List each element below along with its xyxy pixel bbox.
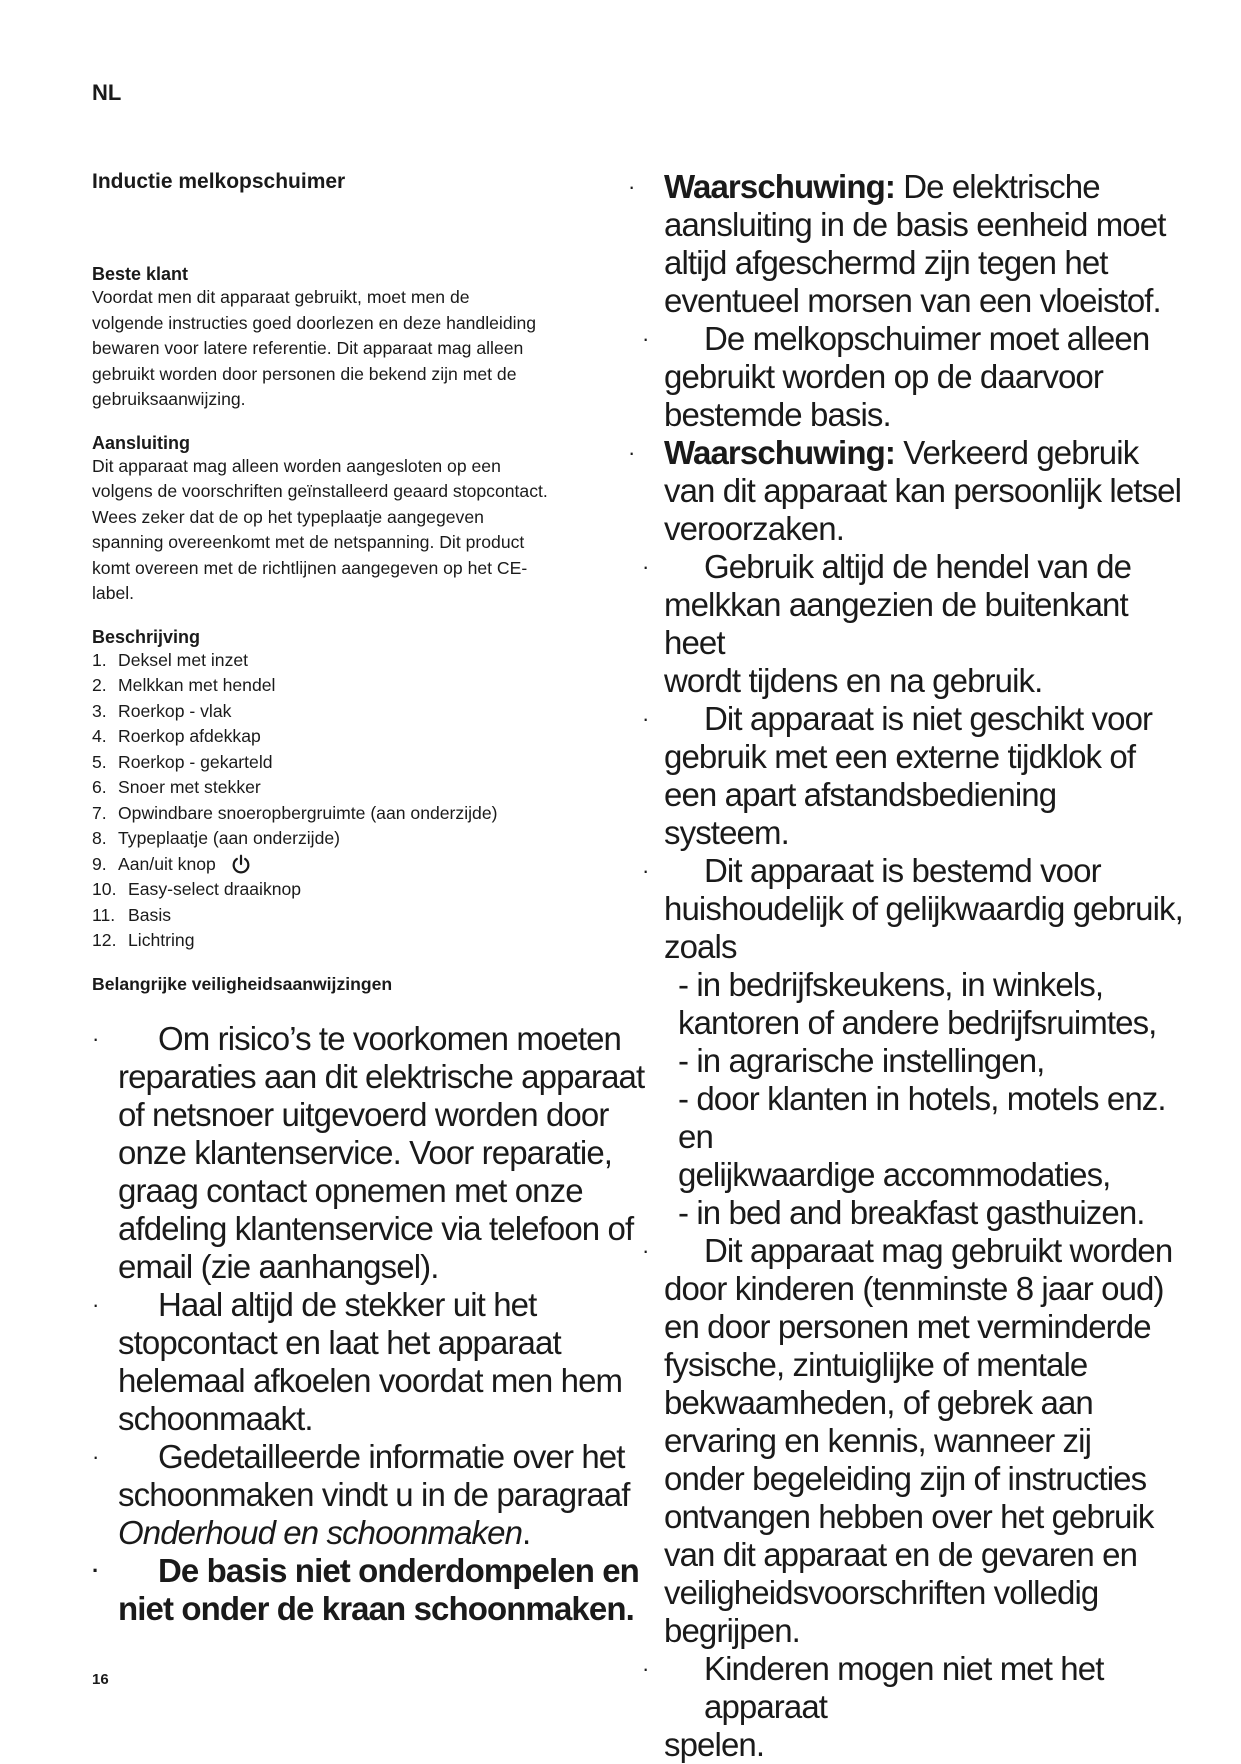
page-title: Inductie melkopschuimer [92, 170, 346, 193]
text-line: volgens de voorschriften geïnstalleerd geaard stopcontact. [92, 481, 548, 501]
text-line: onze klantenservice. Voor reparatie, [118, 1134, 613, 1171]
list-item [92, 903, 612, 929]
item-label: Lichtring [128, 930, 195, 950]
safety-item [92, 1438, 652, 1552]
sub-line: - in bed and breakfast gasthuizen. [678, 1194, 1145, 1231]
safety-item [628, 852, 1188, 1232]
safety-item [92, 1286, 652, 1438]
item-label: Snoer met stekker [118, 777, 261, 797]
text-line: komt overeen met de richtlijnen aangegeven op het CE- [92, 557, 528, 578]
sub-line: kantoren of andere bedrijfsruimtes, [678, 1004, 1157, 1041]
text-line: bekwaamheden, of gebrek aan [664, 1384, 1093, 1421]
text-fragment: De elektrische [894, 168, 1100, 205]
italic-reference: Onderhoud en schoonmaken [118, 1514, 523, 1551]
right-column [628, 168, 1188, 1764]
left-column [92, 170, 612, 995]
list-item [92, 877, 612, 903]
item-first-line: Om risico’s te voorkomen moeten [158, 1020, 622, 1057]
item-first-line: Kinderen mogen niet met het apparaat [704, 1650, 1104, 1725]
text-line: gebruik met een externe tijdklok of [664, 738, 1136, 775]
bullet: · [642, 326, 649, 351]
item-number: 6. [92, 777, 107, 797]
bullet: · [642, 1238, 649, 1263]
safety-item [92, 1552, 652, 1628]
text-line: reparaties aan dit elektrische apparaat [118, 1058, 645, 1095]
item-label: Melkkan met hendel [118, 675, 276, 695]
item-label: Roerkop afdekkap [118, 726, 261, 746]
text-line: fysische, zintuiglijke of mentale [664, 1346, 1088, 1383]
list-item [92, 801, 612, 827]
item-label: Basis [128, 904, 172, 925]
dear-customer-text [92, 285, 612, 413]
text-line: spanning overeenkomt met de netspanning. Dit product [92, 532, 525, 552]
text-line: gebruikt worden op de daarvoor [664, 358, 1103, 395]
text-line: label. [92, 583, 135, 603]
bullet: · [92, 1558, 99, 1583]
item-number: 11. [92, 904, 116, 925]
item-label: Aan/uit knop [118, 853, 216, 874]
text-line: of netsnoer uitgevoerd worden door [118, 1096, 609, 1133]
sub-line: - in bedrijfskeukens, in winkels, [678, 966, 1104, 1003]
text-line: ontvangen hebben over het gebruik [664, 1498, 1154, 1535]
item-first-line [654, 168, 1188, 206]
text-line: wordt tijdens en na gebruik. [664, 662, 1043, 699]
sub-line: - door klanten in hotels, motels enz. en [678, 1080, 1166, 1155]
text-line: zoals [664, 928, 737, 965]
item-number: 2. [92, 675, 107, 695]
bullet: · [92, 1026, 99, 1051]
text-line: email (zie aanhangsel). [118, 1248, 439, 1285]
bullet: · [628, 440, 635, 465]
text-line: altijd afgeschermd zijn tegen het [664, 244, 1108, 281]
punctuation: . [522, 1514, 531, 1551]
bullet: · [642, 858, 649, 883]
text-line: niet onder de kraan schoonmaken. [118, 1590, 634, 1627]
description-list [92, 648, 612, 954]
text-line: Wees zeker dat de op het typeplaatje aangegeven [92, 506, 484, 527]
section-heading-dear-customer: Beste klant [92, 264, 189, 284]
safety-list [92, 1020, 652, 1628]
safety-list-right [628, 168, 1188, 1764]
safety-list-left [92, 1020, 652, 1628]
text-line: volgende instructies goed doorlezen en deze handleiding [92, 312, 537, 333]
list-item [92, 673, 612, 699]
text-line: van dit apparaat en de gevaren en [664, 1536, 1138, 1573]
item-first-line: Dit apparaat mag gebruikt worden [704, 1232, 1173, 1269]
text-line: huishoudelijk of gelijkwaardig gebruik, [664, 890, 1183, 927]
bullet: · [628, 174, 635, 199]
item-number: 4. [92, 726, 107, 746]
item-label: Deksel met inzet [118, 649, 249, 670]
list-item [92, 775, 612, 801]
safety-item [92, 1020, 652, 1286]
sub-line: gelijkwaardige accommodaties, [678, 1156, 1111, 1193]
item-number: 8. [92, 828, 107, 848]
item-label: Roerkop - gekarteld [118, 751, 273, 772]
sub-line: - in agrarische instellingen, [678, 1042, 1045, 1079]
warning-label: Waarschuwing: [664, 168, 895, 205]
item-first-line: Gedetailleerde informatie over het [158, 1438, 625, 1475]
text-line: spelen. [664, 1726, 765, 1763]
item-number: 10. [92, 879, 117, 899]
bullet: · [642, 706, 649, 731]
warning-label: Waarschuwing: [664, 434, 895, 471]
safety-item [628, 700, 1188, 852]
connection-text [92, 454, 612, 607]
list-item [92, 648, 612, 674]
text-line: stopcontact en laat het apparaat [118, 1324, 561, 1361]
text-line: door kinderen (tenminste 8 jaar oud) [664, 1270, 1164, 1307]
safety-item [628, 1650, 1188, 1764]
item-number: 7. [92, 802, 107, 823]
section-heading-safety: Belangrijke veiligheidsaanwijzingen [92, 973, 393, 994]
section-heading-description: Beschrijving [92, 626, 201, 647]
text-line: eventueel morsen van een vloeistof. [664, 282, 1161, 319]
list-item [92, 750, 612, 776]
text-line: Dit apparaat mag alleen worden aangesloten op een [92, 455, 501, 476]
text-line: onder begeleiding zijn of instructies [664, 1460, 1147, 1497]
list-item [92, 699, 612, 725]
page-number: 16 [92, 1671, 109, 1688]
text-line: ervaring en kennis, wanneer zij [664, 1422, 1092, 1459]
bullet: · [642, 1656, 649, 1681]
item-number: 1. [92, 649, 107, 670]
text-line: bestemde basis. [664, 396, 891, 433]
list-item [92, 852, 612, 878]
item-first-line: Dit apparaat is niet geschikt voor [704, 700, 1153, 737]
text-line: afdeling klantenservice via telefoon of [118, 1210, 634, 1247]
item-first-line: De melkopschuimer moet alleen [704, 320, 1150, 357]
safety-item [628, 434, 1188, 548]
item-number: 12. [92, 930, 117, 950]
text-line: veroorzaken. [664, 510, 844, 547]
text-line: en door personen met verminderde [664, 1308, 1151, 1345]
item-first-line: Gebruik altijd de hendel van de [704, 548, 1132, 585]
text-line [118, 1514, 652, 1552]
bullet: · [92, 1444, 99, 1469]
text-line: begrijpen. [664, 1612, 800, 1649]
text-line: Voordat men dit apparaat gebruikt, moet men de [92, 287, 470, 307]
item-first-line: Haal altijd de stekker uit het [158, 1286, 537, 1323]
text-line: aansluiting in de basis eenheid moet [664, 206, 1166, 243]
section-heading-connection: Aansluiting [92, 432, 190, 453]
text-line: bewaren voor latere referentie. Dit apparaat mag alleen [92, 338, 524, 358]
text-line: melkkan aangezien de buitenkant heet [664, 586, 1128, 661]
item-number: 3. [92, 700, 107, 721]
text-line: gebruiksaanwijzing. [92, 389, 246, 409]
item-number: 5. [92, 751, 107, 772]
safety-item [628, 320, 1188, 434]
item-first-line [654, 434, 1188, 472]
list-item [92, 826, 612, 852]
safety-item [628, 548, 1188, 700]
safety-item [628, 168, 1188, 320]
language-code: NL [92, 80, 122, 105]
text-line: van dit apparaat kan persoonlijk letsel [664, 472, 1182, 509]
text-line: graag contact opnemen met onze [118, 1172, 583, 1209]
text-line: een apart afstandsbediening systeem. [664, 776, 1057, 851]
item-number: 9. [92, 853, 107, 874]
list-item [92, 724, 612, 750]
text-line: helemaal afkoelen voordat men hem [118, 1362, 623, 1399]
item-label: Roerkop - vlak [118, 700, 232, 721]
text-line: veiligheidsvoorschriften volledig [664, 1574, 1099, 1611]
text-fragment: Verkeerd gebruik [894, 434, 1139, 471]
power-icon [230, 853, 252, 875]
item-label: Easy-select draaiknop [128, 879, 302, 899]
item-first-line: De basis niet onderdompelen en [158, 1552, 639, 1589]
bullet: · [92, 1292, 99, 1317]
safety-item [628, 1232, 1188, 1650]
text-line: schoonmaken vindt u in de paragraaf [118, 1476, 630, 1513]
text-line: gebruikt worden door personen die bekend zijn met de [92, 363, 517, 384]
text-line: schoonmaakt. [118, 1400, 313, 1437]
list-item [92, 928, 612, 954]
bullet: · [642, 554, 649, 579]
item-label: Typeplaatje (aan onderzijde) [118, 828, 341, 848]
item-label: Opwindbare snoeropbergruimte (aan onderzijde) [118, 802, 498, 823]
item-first-line: Dit apparaat is bestemd voor [704, 852, 1101, 889]
